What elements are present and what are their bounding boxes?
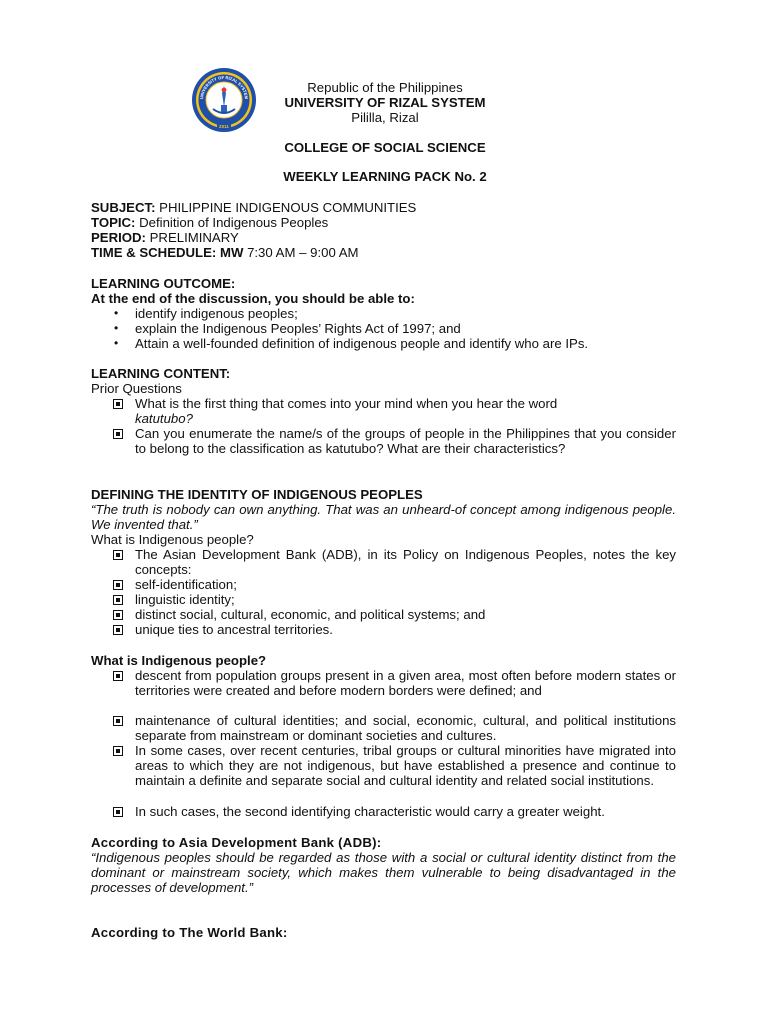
bullet-icon: • [114, 306, 119, 320]
concept-item: distinct social, cultural, economic, and political systems; and [135, 607, 486, 622]
what-is-item: In such cases, the second identifying characteristic would carry a greater weight. [135, 804, 605, 819]
outcome-heading: LEARNING OUTCOME: [91, 276, 236, 291]
bullet-icon: • [114, 336, 119, 350]
outcome-item: identify indigenous peoples; [135, 306, 298, 321]
square-bullet-icon [113, 807, 123, 817]
subject-label: SUBJECT: [91, 200, 156, 215]
content-heading: LEARNING CONTENT: [91, 366, 231, 381]
square-bullet-icon [113, 716, 123, 726]
prior-questions-label: Prior Questions [91, 381, 182, 396]
square-bullet-icon [113, 671, 123, 681]
square-bullet-icon [113, 595, 123, 605]
topic-label: TOPIC: [91, 215, 136, 230]
concept-item: unique ties to ancestral territories. [135, 622, 333, 637]
pack-title: WEEKLY LEARNING PACK No. 2 [283, 169, 487, 184]
college-name: COLLEGE OF SOCIAL SCIENCE [284, 140, 486, 155]
world-bank-heading: According to The World Bank: [91, 925, 288, 940]
concept-item: self-identification; [135, 577, 237, 592]
republic-title: Republic of the Philippines [307, 80, 463, 95]
identity-question: What is Indigenous people? [91, 532, 254, 547]
square-bullet-icon [113, 399, 123, 409]
campus-location: Pililla, Rizal [351, 110, 419, 125]
topic-value: Definition of Indigenous Peoples [139, 215, 329, 230]
outcome-item: explain the Indigenous Peoples’ Rights Act of 1997; and [135, 321, 461, 336]
adb-heading: According to Asia Development Bank (ADB): [91, 835, 382, 850]
concept-item: linguistic identity; [135, 592, 235, 607]
time-label: TIME & SCHEDULE: [91, 245, 217, 260]
time-value: 7:30 AM – 9:00 AM [247, 245, 359, 260]
outcome-intro: At the end of the discussion, you should be able to: [91, 291, 415, 306]
identity-quote: “The truth is nobody can own anything. That was an unheard-of concept among indigenous people. We invented that.” [91, 502, 676, 533]
seal-text: UNIVERSITY OF RIZAL SYSTEM [198, 74, 250, 100]
period-value: PRELIMINARY [149, 230, 239, 245]
square-bullet-icon [113, 429, 123, 439]
prior-question-2: Can you enumerate the name/s of the groups of people in the Philippines that you consider to belong to the classification as katutubo? What are their characteristics? [135, 426, 676, 457]
square-bullet-icon [113, 625, 123, 635]
subject-line [91, 200, 416, 215]
what-is-item: descent from population groups present in a given area, most often before modern states or territories were created and before modern borders were defined; and [135, 668, 676, 699]
outcome-item: Attain a well-founded definition of indigenous people and identify who are IPs. [135, 336, 589, 351]
katutubo-word: katutubo? [135, 411, 193, 427]
square-bullet-icon [113, 550, 123, 560]
identity-heading: DEFINING THE IDENTITY OF INDIGENOUS PEOPLES [91, 487, 423, 502]
seal-year: 2011 [219, 124, 229, 129]
period-line [91, 230, 239, 245]
adb-key-concepts-intro: The Asian Development Bank (ADB), in its Policy on Indigenous Peoples, notes the key concepts: [135, 547, 676, 578]
adb-quote: “Indigenous peoples should be regarded as those with a social or cultural identity distinct from the dominant or mainstream society, which makes them vulnerable to being disadvantaged in the processes of development.” [91, 850, 676, 896]
bullet-icon: • [114, 321, 119, 335]
what-is-heading: What is Indigenous people? [91, 653, 267, 668]
square-bullet-icon [113, 580, 123, 590]
topic-line [91, 215, 328, 230]
university-name: UNIVERSITY OF RIZAL SYSTEM [284, 95, 486, 110]
prior-question-1-text: What is the first thing that comes into your mind when you hear the word [135, 396, 558, 411]
square-bullet-icon [113, 746, 123, 756]
period-label: PERIOD: [91, 230, 146, 245]
what-is-item: maintenance of cultural identities; and social, economic, cultural, and political institutions separate from mainstream or dominant societies and cultures. [135, 713, 676, 744]
time-days: MW [219, 245, 244, 260]
subject-value: PHILIPPINE INDIGENOUS COMMUNITIES [159, 200, 417, 215]
square-bullet-icon [113, 610, 123, 620]
time-line [91, 245, 359, 260]
prior-question-1 [135, 396, 676, 426]
what-is-item: In some cases, over recent centuries, tribal groups or cultural minorities have migrated into areas to which they are not indigenous, but have established a presence and continue to maintain a definite and separate social and cultural identity and related social institutions. [135, 743, 676, 789]
